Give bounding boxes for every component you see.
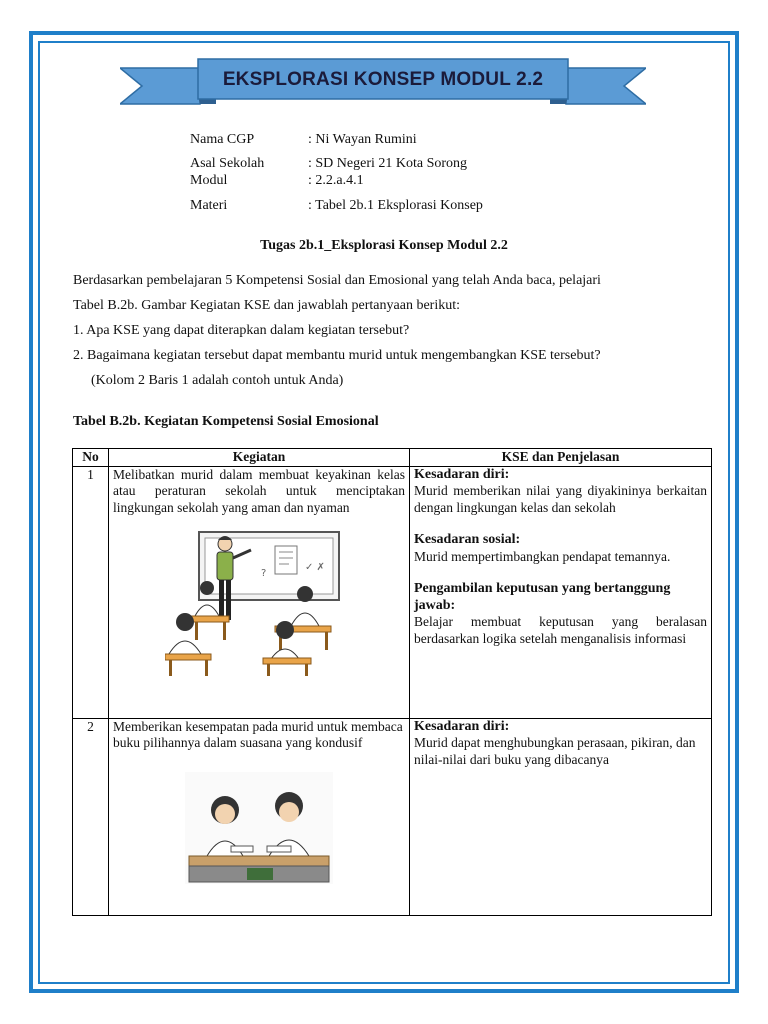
table-caption: Tabel B.2b. Kegiatan Kompetensi Sosial Emosional bbox=[73, 414, 379, 429]
kse-text: Belajar membuat keputusan yang beralasan berdasarkan logika setelah menganalisis informasi bbox=[414, 614, 707, 646]
kse-title: Kesadaran sosial: bbox=[414, 532, 521, 547]
header-kegiatan: Kegiatan bbox=[109, 449, 410, 467]
identity-key-nama: Nama CGP bbox=[190, 132, 255, 147]
svg-text:?: ? bbox=[261, 568, 267, 579]
instruction-line-2: Tabel B.2b. Gambar Kegiatan KSE dan jawablah pertanyaan berikut: bbox=[73, 298, 460, 313]
table-header-row bbox=[73, 449, 712, 467]
kse-cell bbox=[410, 718, 712, 915]
row-number: 1 bbox=[73, 466, 109, 718]
kegiatan-text: Melibatkan murid dalam membuat keyakinan kelas atau peraturan sekolah untuk menciptakan lingkungan sekolah yang aman dan nyaman bbox=[113, 466, 405, 515]
instruction-line-1: Berdasarkan pembelajaran 5 Kompetensi Sosial dan Emosional yang telah Anda baca, pelajari bbox=[73, 273, 601, 288]
header-no: No bbox=[73, 449, 109, 467]
instruction-question-1: 1. Apa KSE yang dapat diterapkan dalam kegiatan tersebut? bbox=[73, 323, 410, 338]
identity-value-sekolah: : SD Negeri 21 Kota Sorong bbox=[308, 156, 468, 171]
table-row bbox=[73, 718, 712, 915]
kse-cell bbox=[410, 466, 712, 718]
identity-value-modul: : 2.2.a.4.1 bbox=[308, 173, 364, 188]
kse-title: Kesadaran diri: bbox=[414, 466, 510, 482]
kse-table bbox=[72, 448, 712, 916]
kse-title: Pengambilan keputusan yang bertanggung jawab: bbox=[414, 581, 671, 613]
banner-title: EKSPLORASI KONSEP MODUL 2.2 bbox=[222, 69, 544, 90]
table-row bbox=[73, 466, 712, 718]
teacher-classroom-illustration bbox=[165, 530, 345, 676]
kegiatan-text: Memberikan kesempatan pada murid untuk membaca buku pilihannya dalam suasana yang kondusif bbox=[113, 718, 403, 750]
identity-key-materi: Materi bbox=[190, 198, 228, 213]
kse-text: Murid memberikan nilai yang diyakininya berkaitan dengan lingkungan kelas dan sekolah bbox=[414, 483, 707, 515]
header-kse: KSE dan Penjelasan bbox=[410, 449, 712, 467]
identity-key-sekolah: Asal Sekolah bbox=[190, 156, 265, 171]
instruction-note: (Kolom 2 Baris 1 adalah contoh untuk Anda) bbox=[91, 373, 344, 388]
svg-text:✓ ✗: ✓ ✗ bbox=[305, 562, 325, 573]
identity-value-nama: : Ni Wayan Rumini bbox=[308, 132, 417, 147]
kse-title: Kesadaran diri: bbox=[414, 718, 510, 734]
instruction-question-2: 2. Bagaimana kegiatan tersebut dapat membantu murid untuk mengembangkan KSE tersebut? bbox=[73, 348, 601, 363]
row-number: 2 bbox=[73, 718, 109, 915]
identity-key-modul: Modul bbox=[190, 173, 228, 188]
kegiatan-cell bbox=[109, 718, 410, 915]
students-reading-illustration bbox=[185, 772, 333, 884]
kse-text: Murid mempertimbangkan pendapat temannya. bbox=[414, 548, 671, 564]
identity-value-materi: : Tabel 2b.1 Eksplorasi Konsep bbox=[308, 198, 483, 213]
kegiatan-cell bbox=[109, 466, 410, 718]
kse-text: Murid dapat menghubungkan perasaan, pikiran, dan nilai-nilai dari buku yang dibacanya bbox=[414, 735, 696, 767]
task-title: Tugas 2b.1_Eksplorasi Konsep Modul 2.2 bbox=[260, 238, 508, 253]
